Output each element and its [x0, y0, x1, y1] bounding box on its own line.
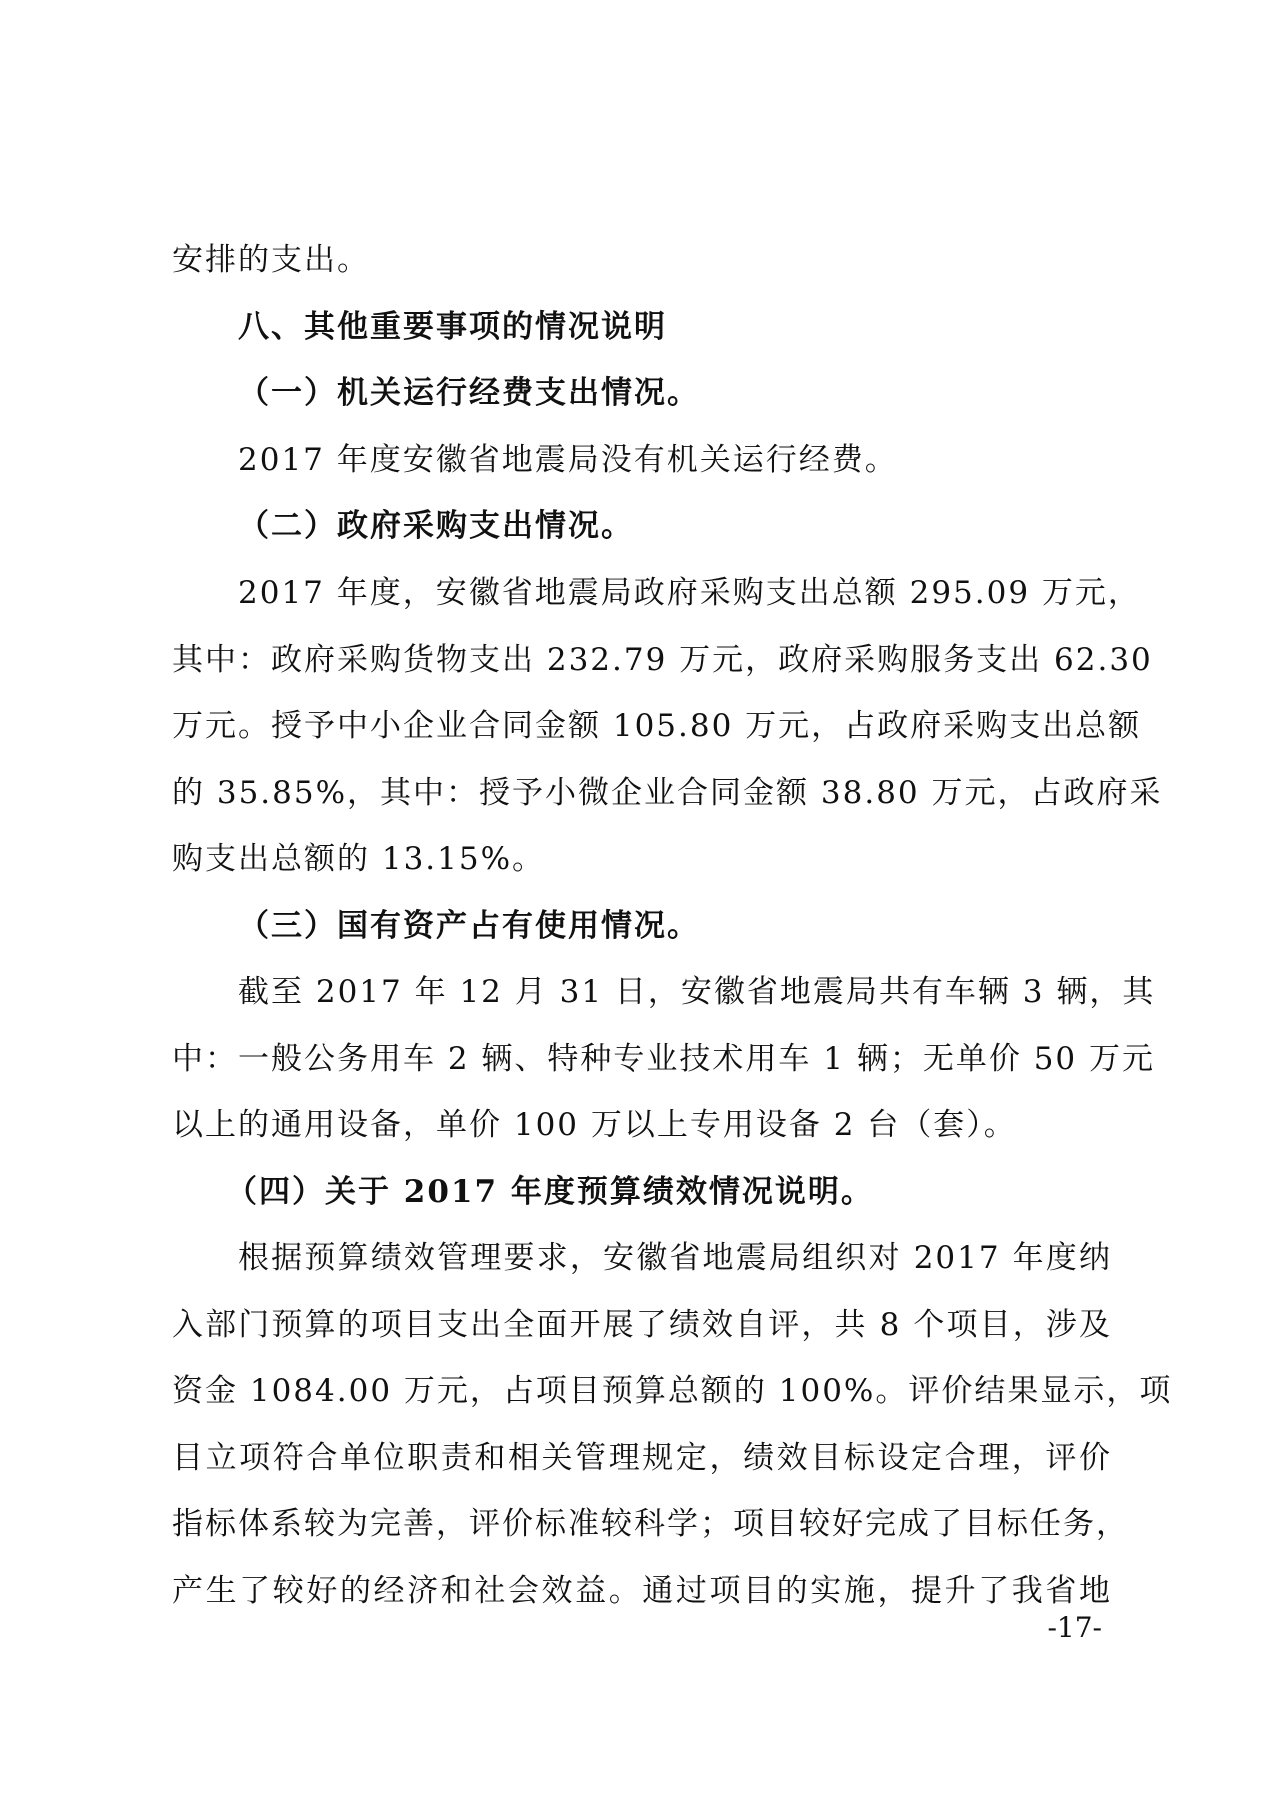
- subsection-heading: （三）国有资产占有使用情况。: [238, 908, 700, 944]
- page-number: -17-: [1047, 1611, 1102, 1644]
- subsection-heading: （一）机关运行经费支出情况。: [238, 375, 700, 411]
- text-line: 目立项符合单位职责和相关管理规定，绩效目标设定合理，评价: [172, 1440, 1112, 1476]
- text-line: 2017 年度安徽省地震局没有机关运行经费。: [238, 442, 898, 478]
- text-line: 以上的通用设备，单价 100 万以上专用设备 2 台（套）。: [172, 1107, 1017, 1143]
- text-line: 其中：政府采购货物支出 232.79 万元，政府采购服务支出 62.30: [172, 642, 1153, 678]
- text-line: 入部门预算的项目支出全面开展了绩效自评，共 8 个项目，涉及: [172, 1307, 1112, 1343]
- text-line: 中：一般公务用车 2 辆、特种专业技术用车 1 辆；无单价 50 万元: [172, 1041, 1156, 1077]
- text-line: 截至 2017 年 12 月 31 日，安徽省地震局共有车辆 3 辆，其: [238, 974, 1156, 1010]
- section-heading: 八、其他重要事项的情况说明: [238, 309, 667, 345]
- subsection-heading: （二）政府采购支出情况。: [238, 508, 634, 544]
- text-line: 万元。授予中小企业合同金额 105.80 万元，占政府采购支出总额: [172, 708, 1142, 744]
- subsection-heading: （四）关于 2017 年度预算绩效情况说明。: [226, 1174, 874, 1210]
- text-line: 指标体系较为完善，评价标准较科学；项目较好完成了目标任务，: [172, 1506, 1129, 1542]
- text-line: 产生了较好的经济和社会效益。通过项目的实施，提升了我省地: [172, 1573, 1112, 1609]
- text-line: 根据预算绩效管理要求，安徽省地震局组织对 2017 年度纳: [238, 1240, 1112, 1276]
- text-line: 2017 年度，安徽省地震局政府采购支出总额 295.09 万元，: [238, 575, 1141, 611]
- text-line: 安排的支出。: [172, 242, 370, 278]
- text-line: 购支出总额的 13.15%。: [172, 841, 546, 877]
- text-line: 的 35.85%，其中：授予小微企业合同金额 38.80 万元，占政府采: [172, 775, 1163, 811]
- text-line: 资金 1084.00 万元，占项目预算总额的 100%。评价结果显示，项: [172, 1373, 1173, 1409]
